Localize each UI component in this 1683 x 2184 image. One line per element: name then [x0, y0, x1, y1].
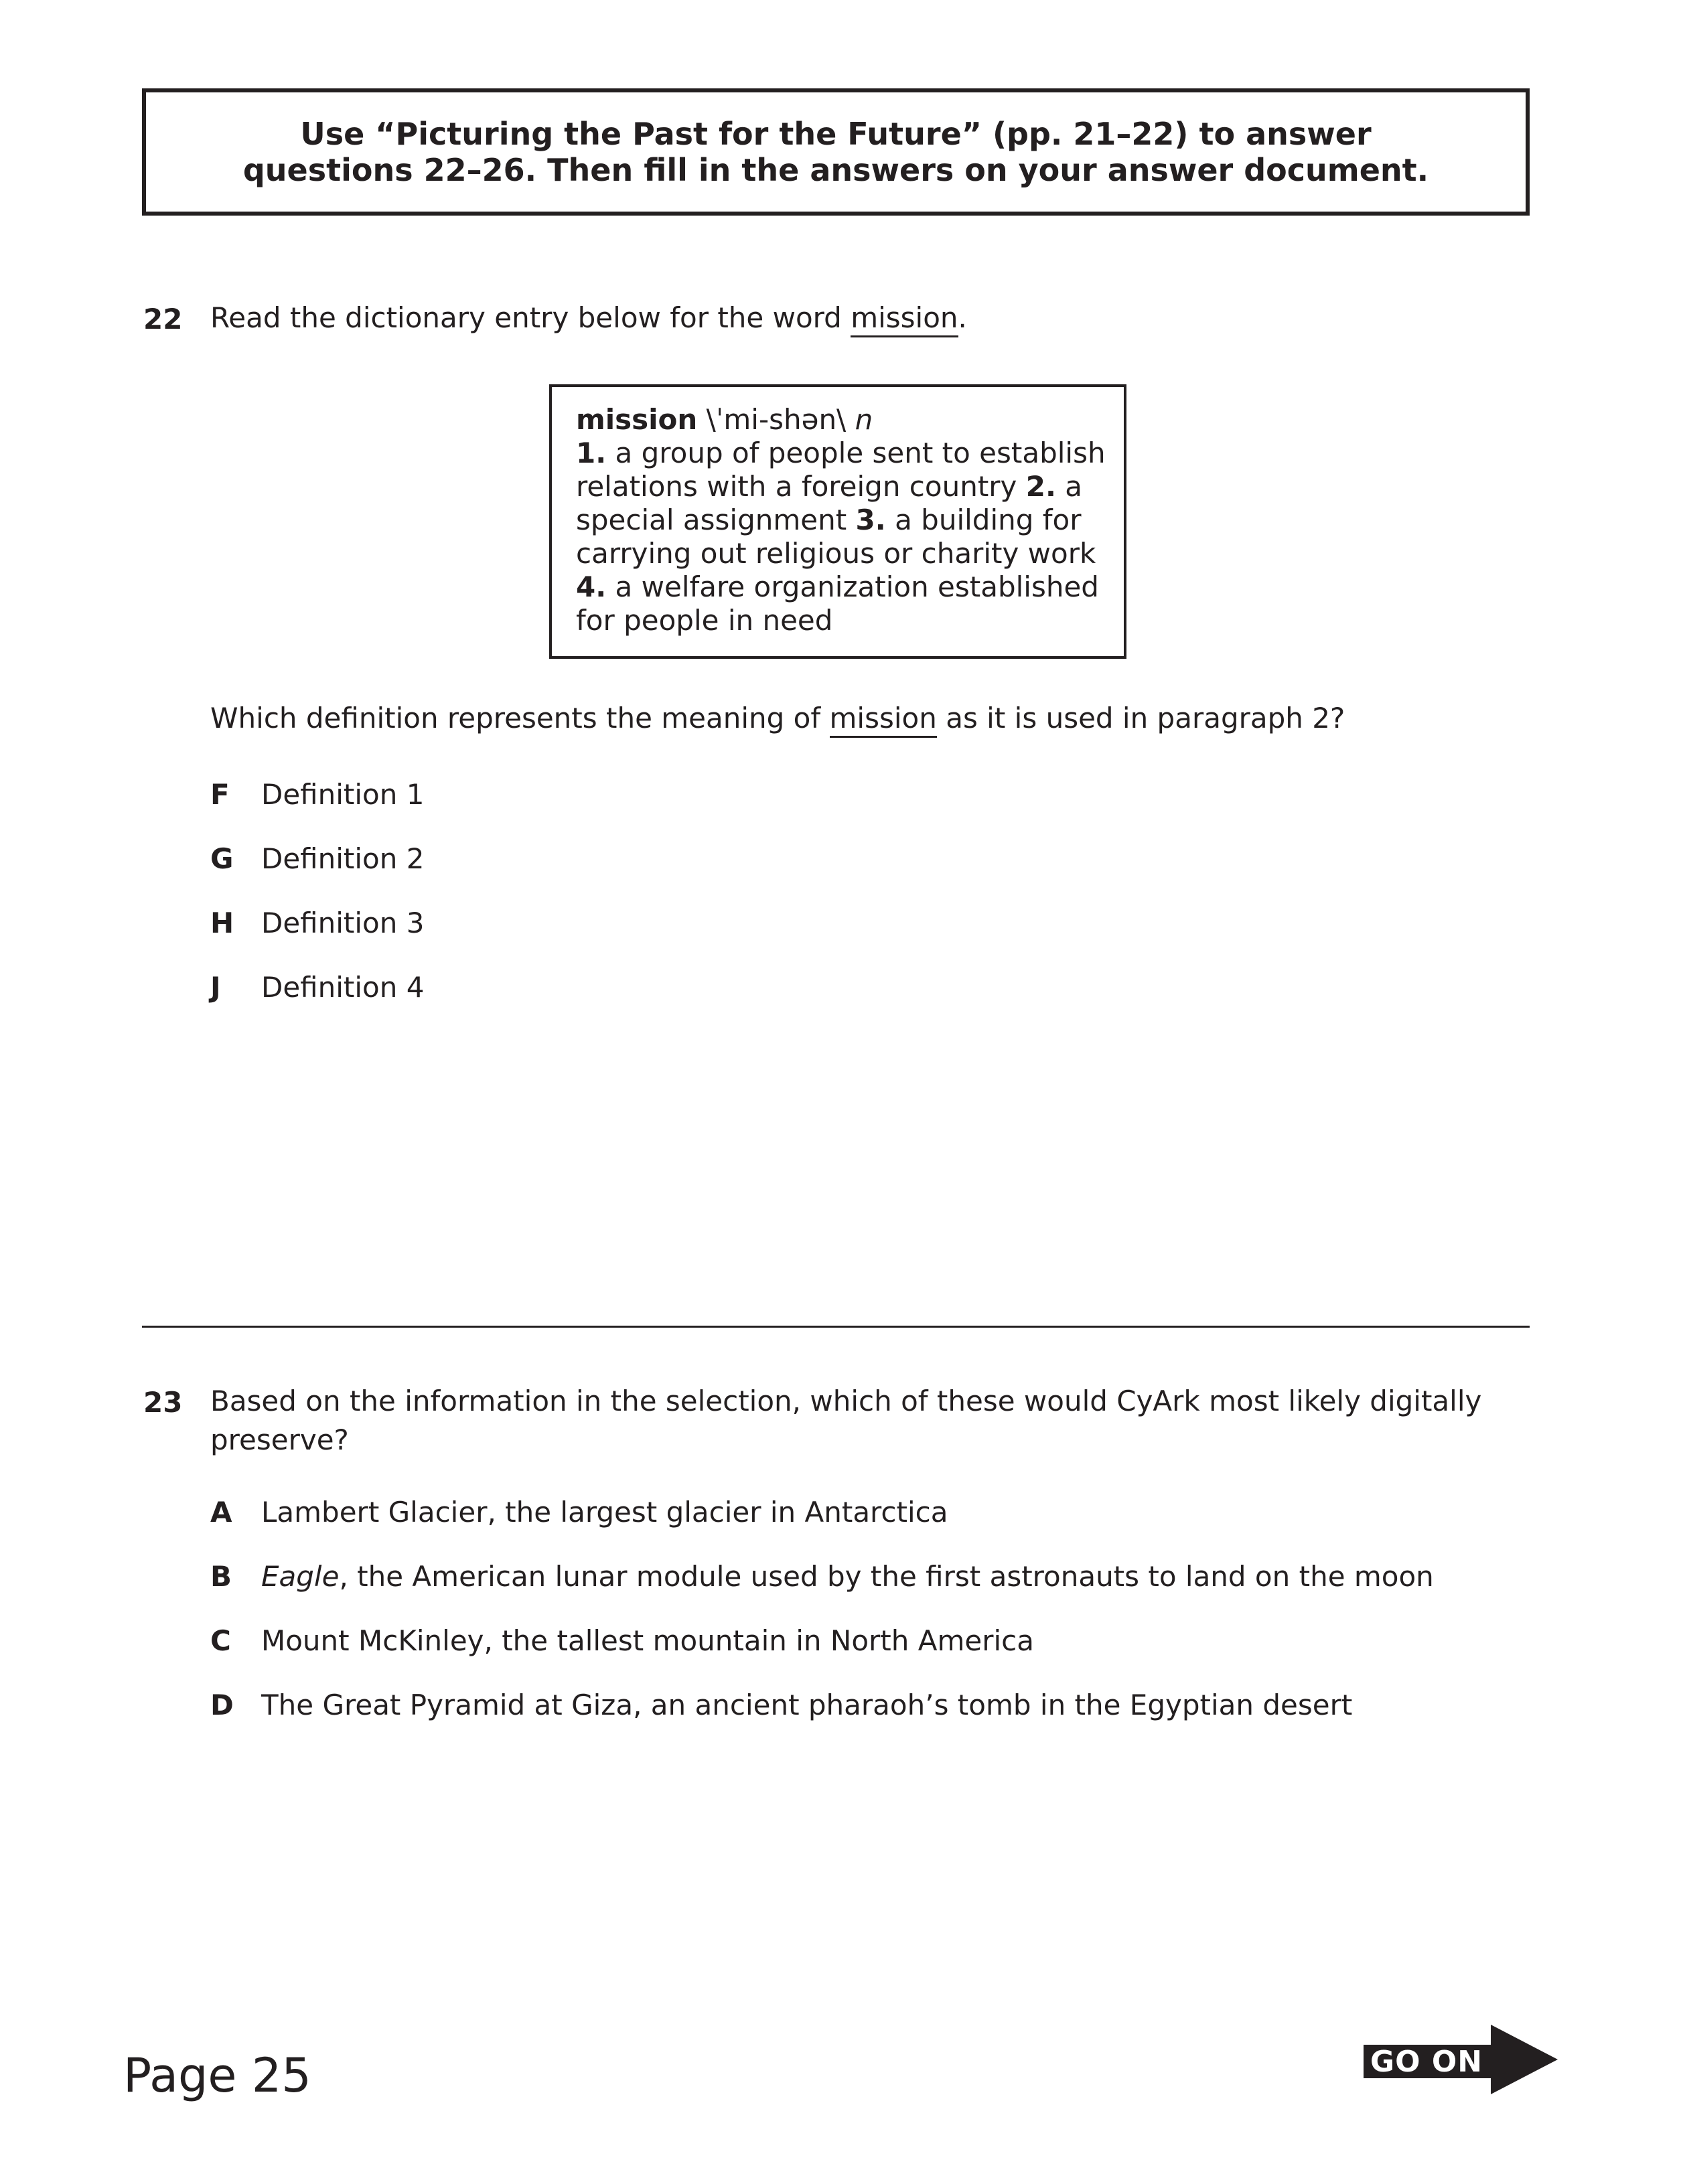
dictionary-line-4: carrying out religious or charity work: [576, 537, 1096, 570]
go-on-indicator: [1364, 2025, 1558, 2094]
definition-4-text: a welfare organization established: [606, 570, 1099, 603]
option-letter: H: [210, 907, 234, 939]
instructions-line-1: Use “Picturing the Past for the Future” (pp. 21–22) to answer: [300, 116, 1372, 152]
dictionary-headword-line: [576, 403, 1124, 437]
go-on-label: GO ON: [1370, 2045, 1483, 2079]
option-letter: B: [210, 1560, 232, 1593]
dictionary-line-1: [576, 437, 1124, 470]
answer-option-h[interactable]: [210, 907, 424, 940]
dictionary-line-5: [576, 570, 1124, 604]
dictionary-line-3: [576, 503, 1124, 537]
option-letter: C: [210, 1624, 231, 1657]
option-text: Definition 2: [261, 842, 425, 875]
dictionary-part-of-speech: n: [855, 403, 873, 436]
question-22-number: 22: [143, 303, 183, 335]
definition-2-text: special assignment: [576, 503, 856, 536]
question-22-prompt-word: mission: [851, 301, 958, 337]
dictionary-entry-box: [549, 384, 1126, 659]
option-text: Definition 1: [261, 778, 425, 811]
definition-1-text-cont: relations with a foreign country: [576, 470, 1026, 503]
option-text: Lambert Glacier, the largest glacier in Antarctica: [261, 1496, 948, 1529]
definition-4-number: 4.: [576, 570, 607, 603]
definition-3-text-start: a building for: [885, 503, 1082, 536]
option-text: , the American lunar module used by the first astronauts to land on the moon: [339, 1560, 1434, 1593]
definition-3-number: 3.: [855, 503, 886, 536]
definition-2-number: 2.: [1025, 470, 1056, 503]
option-text: The Great Pyramid at Giza, an ancient pharaoh’s tomb in the Egyptian desert: [261, 1689, 1353, 1721]
question-23-prompt: [210, 1382, 1481, 1460]
question-23-prompt-line-2: preserve?: [210, 1423, 349, 1456]
answer-option-a[interactable]: [210, 1496, 948, 1529]
option-letter: G: [210, 842, 234, 875]
question-22-question: [210, 699, 1345, 738]
option-letter: F: [210, 778, 230, 811]
instructions-line-2: questions 22–26. Then fill in the answers on your answer document.: [242, 152, 1429, 188]
answer-option-f[interactable]: [210, 778, 424, 811]
question-22-prompt-start: Read the dictionary entry below for the word: [210, 301, 851, 334]
answer-option-c[interactable]: [210, 1624, 1034, 1658]
page-number: Page 25: [123, 2048, 311, 2103]
instructions-box: [142, 88, 1530, 216]
option-letter: D: [210, 1689, 234, 1721]
option-text: Mount McKinley, the tallest mountain in North America: [261, 1624, 1034, 1657]
question-23-prompt-line-1: Based on the information in the selection, which of these would CyArk most likely digitally: [210, 1385, 1482, 1417]
option-letter: A: [210, 1496, 232, 1529]
dictionary-headword: mission: [576, 403, 698, 436]
option-text-italic: Eagle: [261, 1560, 340, 1593]
question-22-prompt: [210, 299, 967, 337]
question-22-question-start: Which definition represents the meaning of: [210, 702, 830, 734]
answer-option-b[interactable]: [210, 1560, 1434, 1593]
definition-1-text: a group of people sent to establish: [606, 437, 1106, 469]
question-22-question-word: mission: [830, 702, 937, 738]
question-23-number: 23: [143, 1386, 183, 1419]
definition-1-number: 1.: [576, 437, 607, 469]
question-22-question-end: as it is used in paragraph 2?: [936, 702, 1345, 734]
section-divider: [142, 1326, 1530, 1328]
dictionary-line-2: [576, 470, 1124, 503]
definition-2-text-start: a: [1055, 470, 1083, 503]
option-letter: J: [210, 971, 221, 1004]
question-22-prompt-end: .: [958, 301, 967, 334]
answer-option-d[interactable]: [210, 1689, 1352, 1722]
option-text: Definition 4: [261, 971, 425, 1004]
dictionary-line-6: for people in need: [576, 604, 833, 637]
dictionary-pronunciation: \ˈmi-shən\: [697, 403, 855, 436]
answer-option-j[interactable]: [210, 971, 424, 1004]
answer-option-g[interactable]: [210, 842, 424, 876]
option-text: Definition 3: [261, 907, 425, 939]
